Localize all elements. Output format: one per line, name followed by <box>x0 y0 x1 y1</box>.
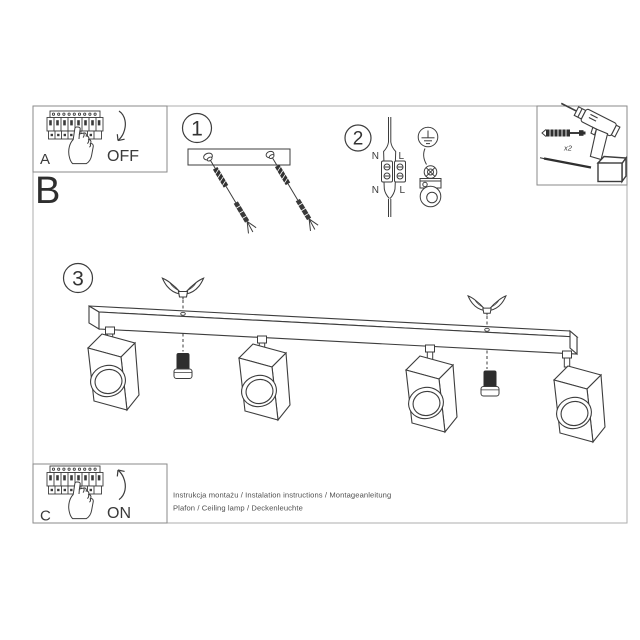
box-a-label: A <box>40 151 51 168</box>
step1-group <box>183 114 320 235</box>
mounting-bolt-icon <box>174 353 192 379</box>
footer-instructions: Instrukcja montażu / Instalation instructions / Montageanleitung <box>173 490 392 500</box>
footer-text <box>173 491 391 513</box>
wire-l-top-label: L <box>398 151 405 162</box>
wiring-diagram <box>382 117 406 217</box>
drill-battery <box>598 157 626 182</box>
spotlight-cube <box>553 366 605 442</box>
anchor-screw-icon <box>205 155 258 234</box>
off-label: OFF <box>107 148 139 165</box>
wire-n-bottom-label: N <box>371 185 379 196</box>
spotlight-cube <box>405 356 457 432</box>
ceiling-rail <box>89 306 577 354</box>
mounting-bolt-icon <box>481 371 499 397</box>
section-b-label: B <box>35 170 61 212</box>
step1-number: 1 <box>191 117 203 141</box>
step2-group <box>345 117 441 217</box>
step3-group <box>64 264 606 443</box>
spotlight-cube <box>87 334 139 410</box>
rail-hole <box>181 312 186 315</box>
wire-n-top-label: N <box>371 151 379 162</box>
anchor-count-label: x2 <box>564 143 572 153</box>
step2-number: 2 <box>352 128 364 150</box>
step3-number: 3 <box>72 267 84 291</box>
wire-l-bottom-label: L <box>399 185 406 196</box>
ground-clamp-icon <box>420 166 441 207</box>
wing-nut-icon <box>162 278 203 299</box>
box-c-label: C <box>40 507 51 525</box>
earth-connection <box>418 127 441 207</box>
rail-hole <box>485 328 490 331</box>
wing-nut-icon <box>468 296 506 316</box>
pivot-mount <box>563 351 572 367</box>
on-label: ON <box>107 505 131 522</box>
spotlight-cube <box>238 344 290 420</box>
footer-product: Plafon / Ceiling lamp / Deckenleuchte <box>173 503 303 513</box>
